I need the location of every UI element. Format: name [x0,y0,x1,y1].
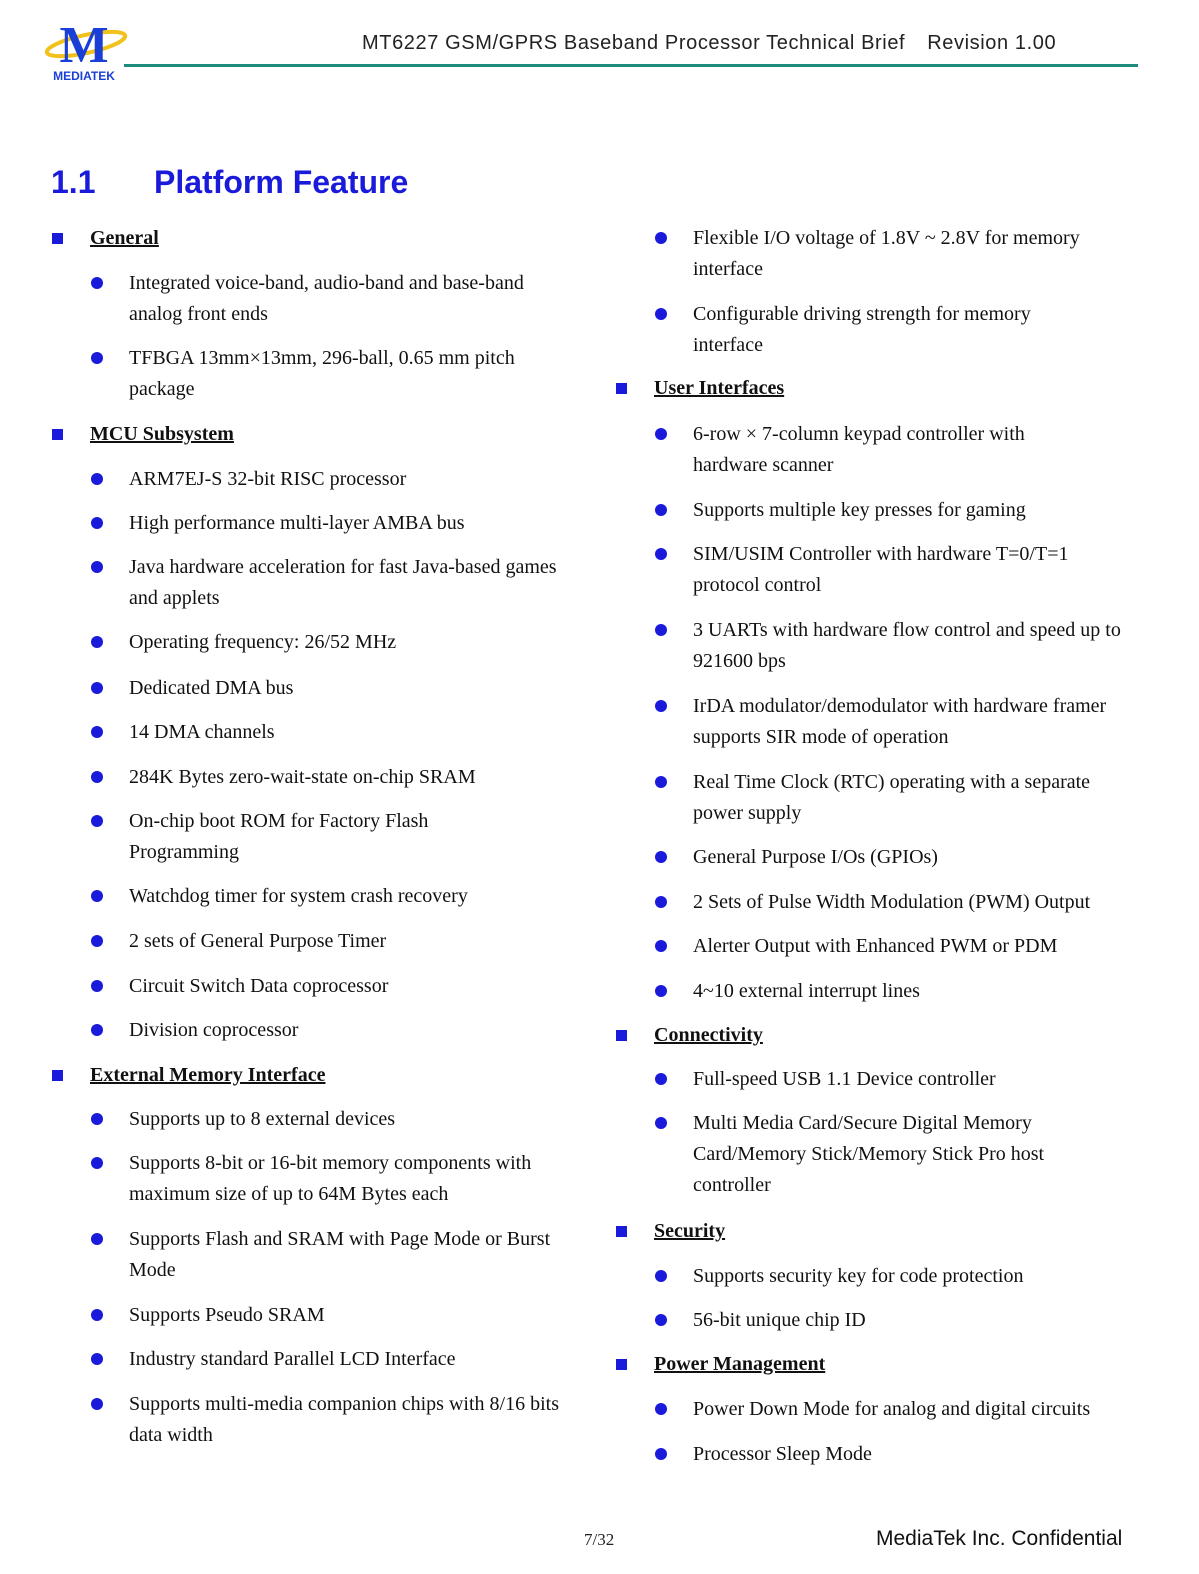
confidential-notice: MediaTek Inc. Confidential [876,1527,1123,1550]
list-item: SIM/USIM Controller with hardware T=0/T=1 protocol control [693,539,1113,601]
list-item: Supports 8-bit or 16-bit memory components with maximum size of up to 64M Bytes each [129,1148,579,1210]
category-power-management: Power Management [654,1353,826,1375]
list-item: Supports multiple key presses for gaming [693,495,1138,526]
list-item: 6-row × 7-column keypad controller with hardware scanner [693,419,1083,481]
list-item: Alerter Output with Enhanced PWM or PDM [693,931,1138,962]
category-connectivity: Connectivity [654,1024,763,1046]
list-item: TFBGA 13mm×13mm, 296-ball, 0.65 mm pitch package [129,343,579,405]
page-number: 7/32 [584,1530,615,1549]
list-item: 14 DMA channels [129,717,579,748]
list-item: 2 Sets of Pulse Width Modulation (PWM) Output [693,887,1143,918]
list-item: Real Time Clock (RTC) operating with a separate power supply [693,767,1138,829]
list-item: Processor Sleep Mode [693,1439,1138,1470]
document-title-text: MT6227 GSM/GPRS Baseband Processor Technical Brief [362,32,906,54]
list-item: Industry standard Parallel LCD Interface [129,1344,579,1375]
list-item: 284K Bytes zero-wait-state on-chip SRAM [129,762,579,793]
list-item: Supports Pseudo SRAM [129,1300,579,1331]
section-number: 1.1 [51,164,96,200]
list-item: On-chip boot ROM for Factory Flash Programming [129,806,489,868]
list-item: Division coprocessor [129,1015,579,1046]
list-item: Watchdog timer for system crash recovery [129,881,579,912]
list-item: 4~10 external interrupt lines [693,976,1138,1007]
category-security: Security [654,1220,726,1242]
list-item: 56-bit unique chip ID [693,1305,1138,1336]
list-item: Multi Media Card/Secure Digital Memory Card/Memory Stick/Memory Stick Pro host controller [693,1108,1093,1201]
list-item: Circuit Switch Data coprocessor [129,971,579,1002]
list-item: Flexible I/O voltage of 1.8V ~ 2.8V for memory interface [693,223,1138,285]
revision-label: Revision 1.00 [927,32,1057,54]
list-item: Configurable driving strength for memory interface [693,299,1083,361]
list-item: ARM7EJ-S 32-bit RISC processor [129,464,579,495]
list-item: Operating frequency: 26/52 MHz [129,627,579,658]
list-item: 3 UARTs with hardware flow control and speed up to 921600 bps [693,615,1143,677]
list-item: Dedicated DMA bus [129,673,579,704]
category-mcu-subsystem: MCU Subsystem [90,423,234,445]
list-item: Supports Flash and SRAM with Page Mode or Burst Mode [129,1224,559,1286]
section-heading [51,164,408,201]
category-user-interfaces: User Interfaces [654,377,785,399]
list-item: Supports up to 8 external devices [129,1104,579,1135]
list-item: Power Down Mode for analog and digital circuits [693,1394,1143,1425]
list-item: Supports security key for code protection [693,1261,1138,1292]
list-item: Supports multi-media companion chips with 8/16 bits data width [129,1389,579,1451]
list-item: Java hardware acceleration for fast Java-based games and applets [129,552,559,614]
list-item: General Purpose I/Os (GPIOs) [693,842,1138,873]
list-item: Integrated voice-band, audio-band and base-band analog front ends [129,268,579,330]
list-item: IrDA modulator/demodulator with hardware framer supports SIR mode of operation [693,691,1113,753]
header-rule [124,64,1138,67]
document-title [362,32,1056,55]
mediatek-logo [38,18,130,86]
list-item: 2 sets of General Purpose Timer [129,926,579,957]
logo-letter: M [59,18,109,74]
list-item: High performance multi-layer AMBA bus [129,508,579,539]
logo-text: MEDIATEK [53,69,115,83]
section-title: Platform Feature [154,164,409,200]
category-external-memory-interface: External Memory Interface [90,1064,326,1086]
list-item: Full-speed USB 1.1 Device controller [693,1064,1138,1095]
category-general: General [90,227,159,249]
